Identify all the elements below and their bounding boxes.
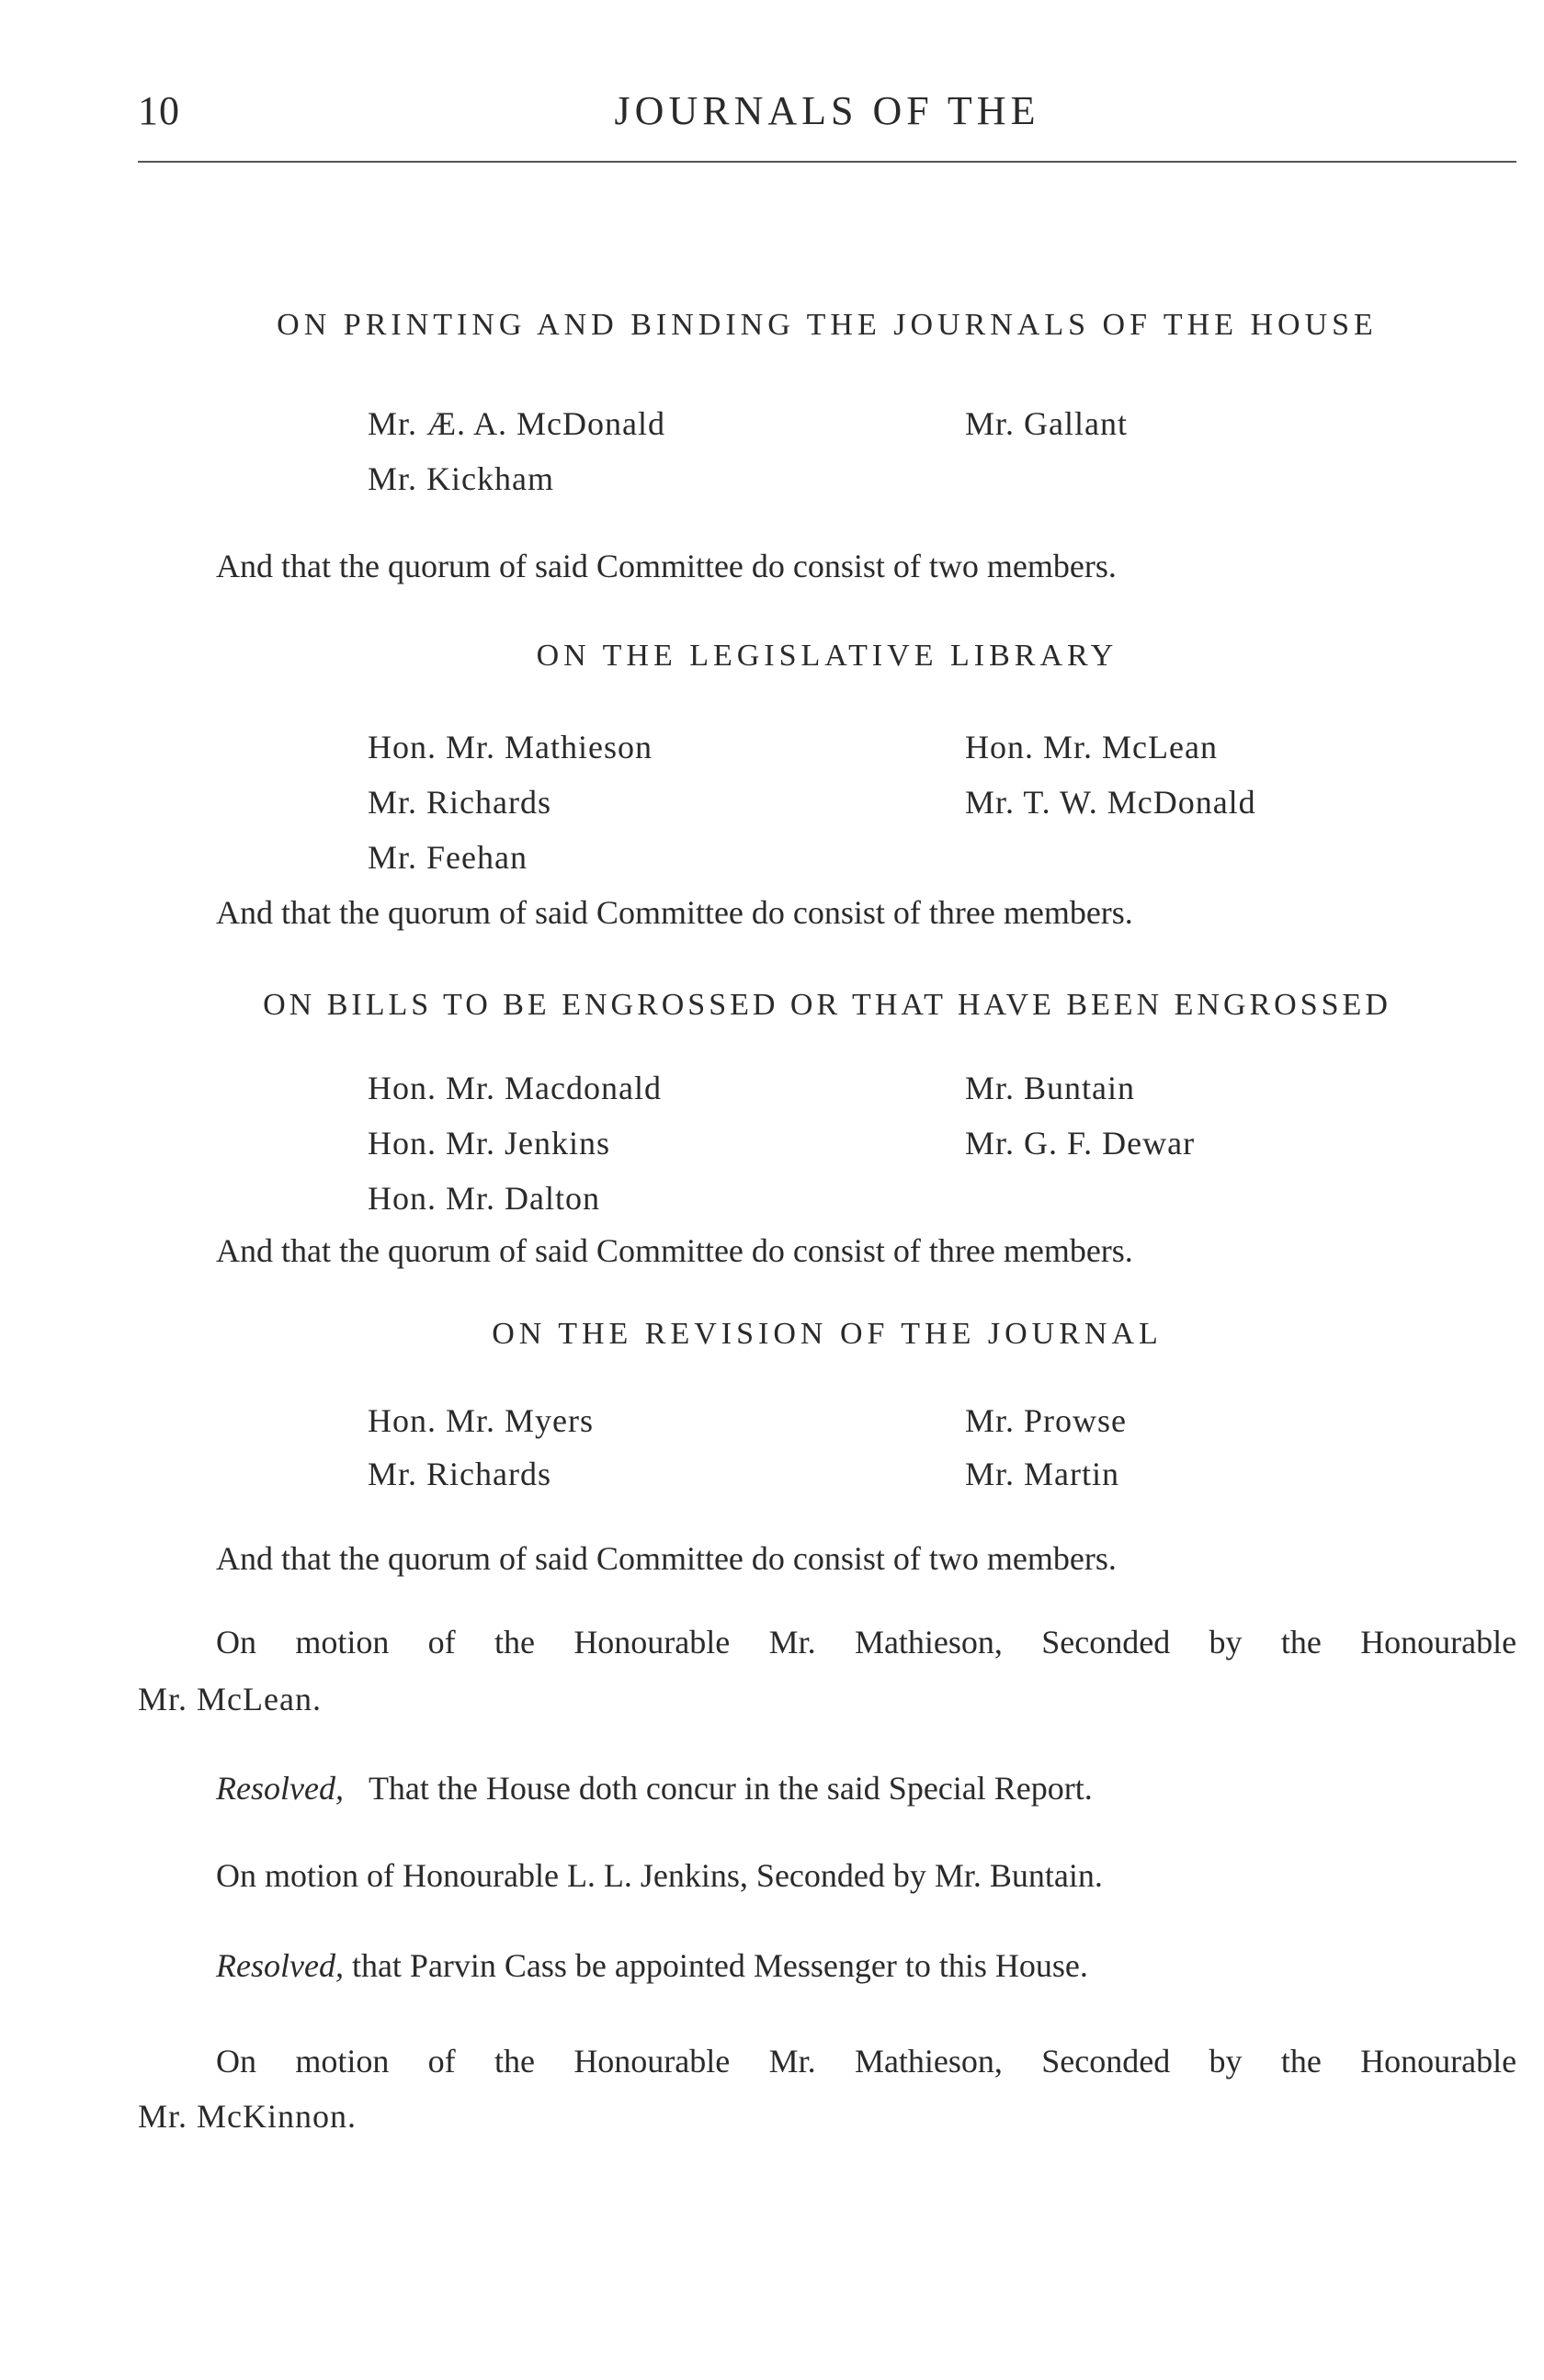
motion-continuation: Mr. McLean. <box>138 1681 322 1717</box>
resolved-label: Resolved, <box>216 1947 344 1984</box>
member-name: Mr. Kickham <box>368 460 554 497</box>
member-name: Hon. Mr. Dalton <box>368 1180 600 1217</box>
member-name: Hon. Mr. Myers <box>368 1402 594 1439</box>
member-name: Mr. Æ. A. McDonald <box>368 405 665 442</box>
member-name: Mr. Buntain <box>965 1070 1136 1106</box>
motion-continuation: Mr. McKinnon. <box>138 2098 357 2135</box>
member-name: Mr. G. F. Dewar <box>965 1125 1196 1162</box>
member-name: Mr. Richards <box>368 1456 551 1492</box>
committee-heading-engrossed-bills: ON BILLS TO BE ENGROSSED OR THAT HAVE BEEN ENGROSSED <box>263 988 1391 1022</box>
running-title: JOURNALS OF THE <box>614 88 1040 133</box>
resolution: Resolved, That the House doth concur in the said Special Report. <box>216 1770 1093 1807</box>
member-name: Hon. Mr. Jenkins <box>368 1125 611 1162</box>
member-name: Mr. Martin <box>965 1456 1119 1492</box>
quorum-statement: And that the quorum of said Committee do consist of three members. <box>216 1232 1133 1269</box>
motion-paragraph: On motion of the Honourable Mr. Mathieson, Seconded by the Honourable <box>216 1624 1517 1660</box>
committee-heading-printing: ON PRINTING AND BINDING THE JOURNALS OF THE HOUSE <box>277 308 1378 342</box>
member-name: Hon. Mr. Mathieson <box>368 729 653 765</box>
quorum-statement: And that the quorum of said Committee do consist of two members. <box>216 548 1117 584</box>
committee-heading-library: ON THE LEGISLATIVE LIBRARY <box>536 639 1118 673</box>
quorum-statement: And that the quorum of said Committee do consist of two members. <box>216 1540 1117 1577</box>
page-header <box>138 87 1516 142</box>
member-name: Mr. T. W. McDonald <box>965 784 1256 821</box>
page-number: 10 <box>138 88 180 133</box>
committee-heading-revision: ON THE REVISION OF THE JOURNAL <box>492 1317 1163 1351</box>
quorum-statement: And that the quorum of said Committee do consist of three members. <box>216 894 1133 931</box>
resolution: Resolved, that Parvin Cass be appointed Messenger to this House. <box>216 1947 1088 1984</box>
member-name: Mr. Richards <box>368 784 551 821</box>
member-name: Hon. Mr. Macdonald <box>368 1070 662 1106</box>
member-name: Mr. Prowse <box>965 1402 1128 1439</box>
motion-paragraph: On motion of Honourable L. L. Jenkins, Seconded by Mr. Buntain. <box>216 1857 1103 1894</box>
header-rule <box>138 161 1516 163</box>
member-name: Hon. Mr. McLean <box>965 729 1218 765</box>
member-name: Mr. Feehan <box>368 839 528 876</box>
motion-paragraph: On motion of the Honourable Mr. Mathieson, Seconded by the Honourable <box>216 2043 1517 2080</box>
resolved-label: Resolved, <box>216 1770 344 1807</box>
member-name: Mr. Gallant <box>965 405 1128 442</box>
